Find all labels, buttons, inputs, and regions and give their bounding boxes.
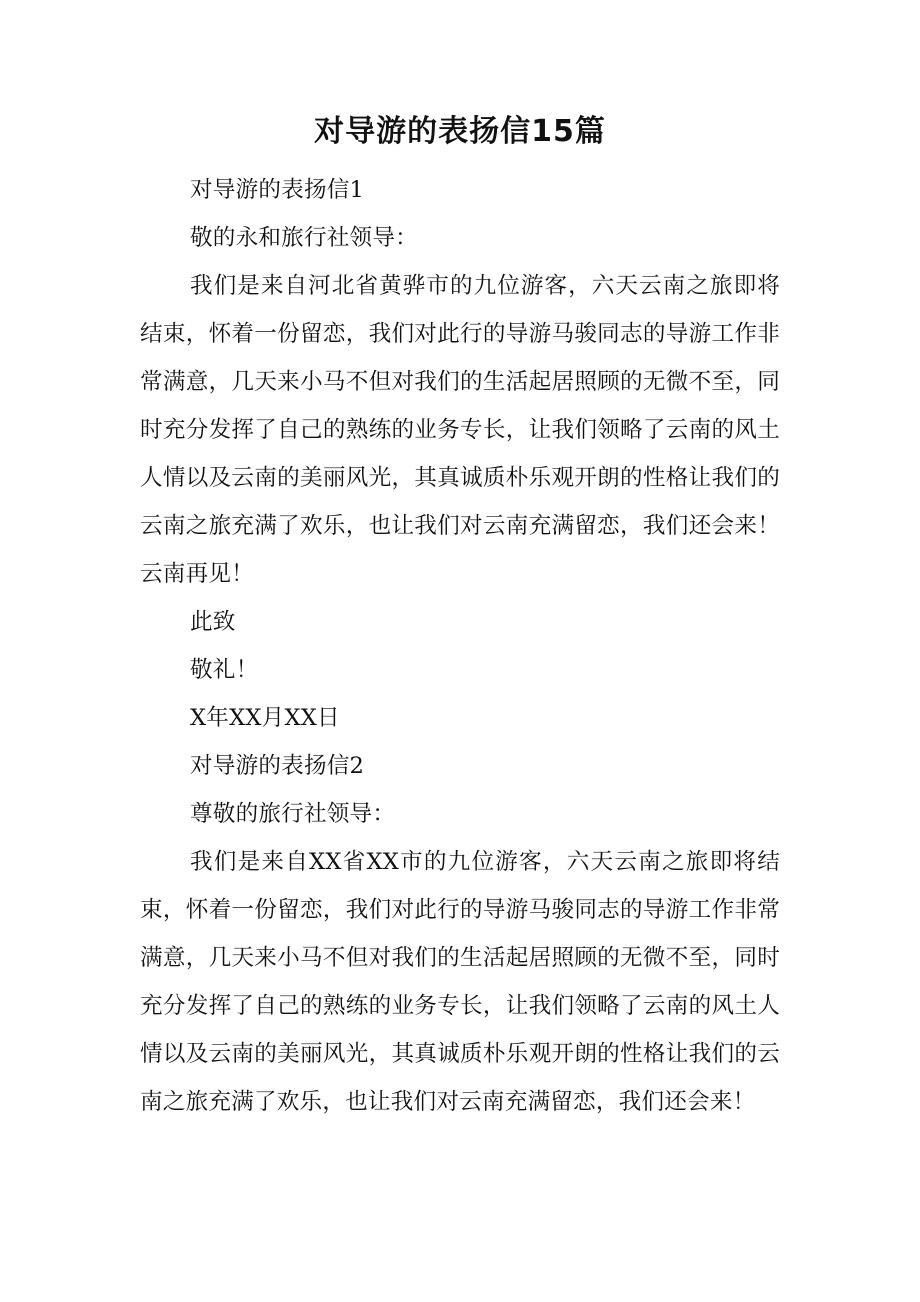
letter2-heading: 对导游的表扬信2 (190, 753, 365, 779)
page-title: 对导游的表扬信15篇 (314, 114, 606, 149)
letter1-body: 我们是来自河北省黄骅市的九位游客，六天云南之旅即将结束，怀着一份留恋，我们对此行的导游马骏同志的导游工作非常满意，几天来小马不但对我们的生活起居照顾的无微不至，同时充分发挥了自己的熟练的业务专长，让我们领略了云南的风土人情以及云南的美丽风光，其真诚质朴乐观开朗的性格让我们的云南之旅充满了欢乐，也让我们对云南充满留恋，我们还会来！云南再见！ (140, 273, 780, 587)
letter1-closing-1: 此致 (190, 609, 236, 635)
letter1-heading: 对导游的表扬信1 (190, 177, 365, 203)
letter2-body: 我们是来自XX省XX市的九位游客，六天云南之旅即将结束，怀着一份留恋，我们对此行的导游马骏同志的导游工作非常满意，几天来小马不但对我们的生活起居照顾的无微不至，同时充分发挥了自己的熟练的业务专长，让我们领略了云南的风土人情以及云南的美丽风光，其真诚质朴乐观开朗的性格让我们的云南之旅充满了欢乐，也让我们对云南充满留恋，我们还会来！ (140, 849, 780, 1115)
letter2-salutation: 尊敬的旅行社领导： (190, 801, 396, 827)
letter1-closing-2: 敬礼！ (190, 657, 259, 683)
letter1-date: X年XX月XX日 (190, 705, 340, 731)
letter1-salutation: 敬的永和旅行社领导： (190, 225, 418, 251)
document-body (140, 166, 780, 1126)
